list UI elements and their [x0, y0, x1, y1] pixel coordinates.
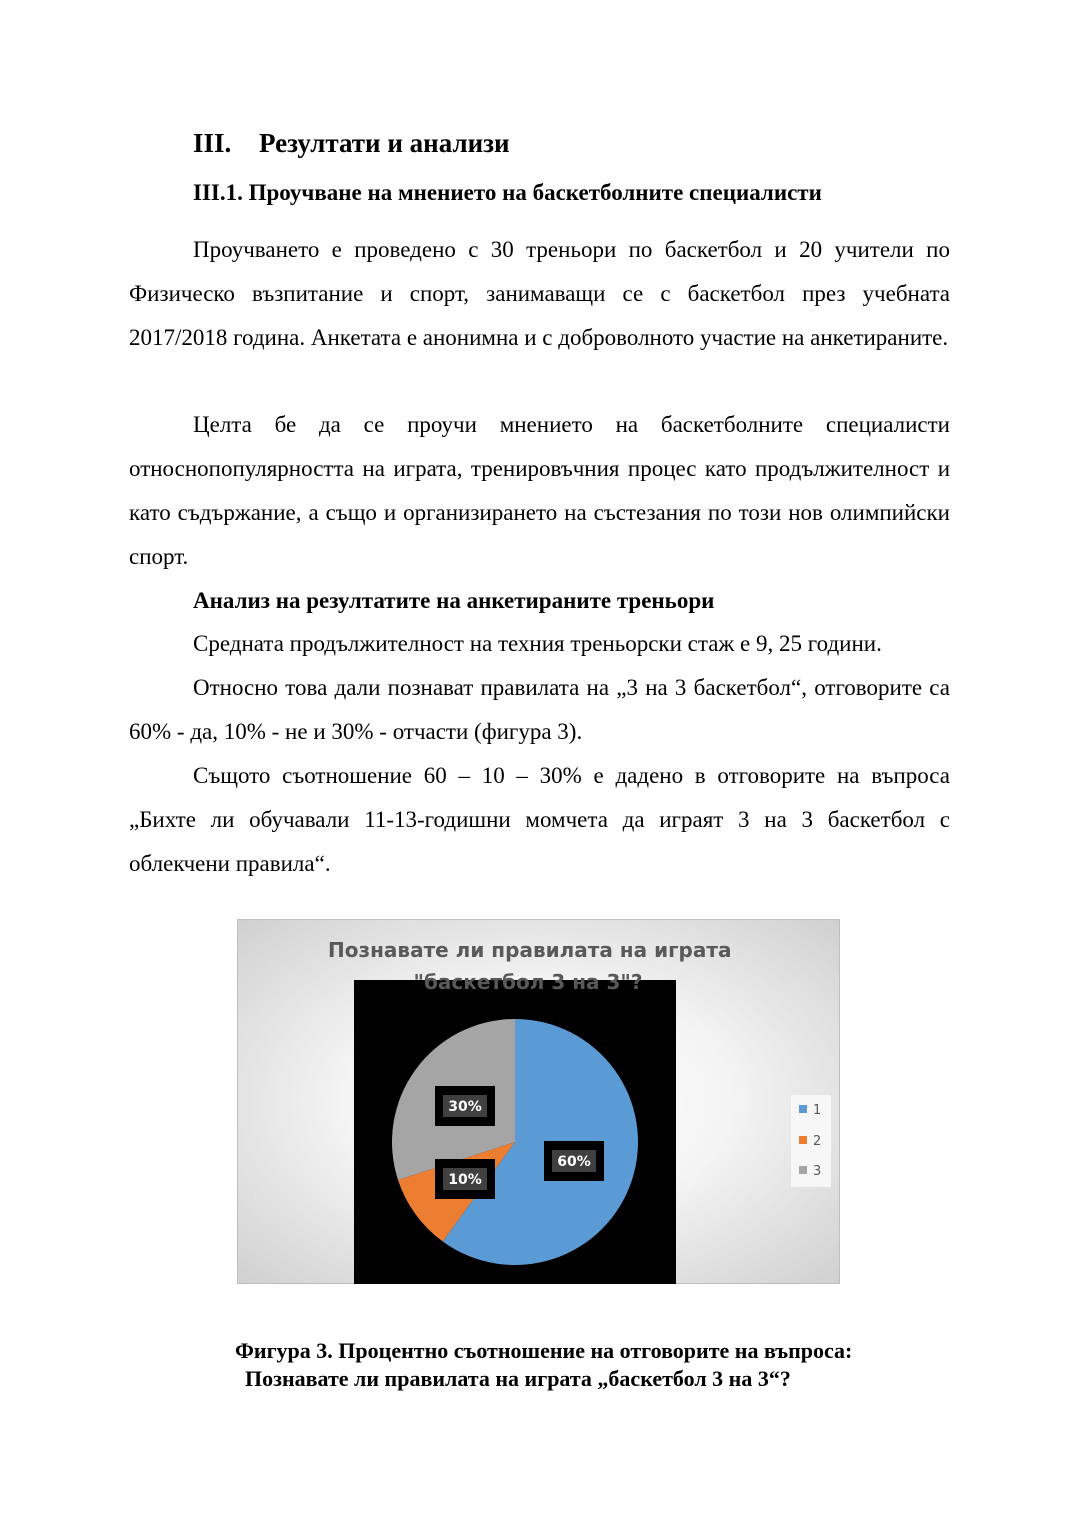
legend-item: [799, 1134, 821, 1149]
legend-swatch: [799, 1105, 807, 1113]
data-label-2: 10%: [448, 1172, 482, 1188]
figure-caption-line1: Фигура 3. Процентно съотношение на отговорите на въпроса:: [235, 1338, 853, 1363]
figure-caption-line2: Познавате ли правилата на играта „баскетбол 3 на 3“?: [245, 1366, 791, 1391]
pie-chart: [237, 919, 840, 1284]
paragraph-experience: Средната продължителност на техния треньорски стаж е 9, 25 години.: [193, 631, 882, 656]
legend-label: 3: [813, 1164, 822, 1179]
chart-title-line1: Познавате ли правилата на играта: [328, 938, 732, 962]
chart-title-line2: "баскетбол 3 на 3"?: [413, 970, 643, 994]
paragraph-rules-knowledge: Относно това дали познават правилата на „3 на 3 баскетбол“, отговорите са 60% - да, 10% - не и 30% - отчасти (фигура 3).: [129, 675, 950, 744]
legend-item: [799, 1164, 821, 1179]
paragraph-study-description: Проучването е проведено с 30 треньори по баскетбол и 20 учители по Физическо възпитание и спорт, занимаващи се с баскетбол през учебната 2017/2018 година. Анкетата е анонимна и с доброволното участие на анкетираните.: [129, 237, 950, 350]
legend-item: [799, 1103, 821, 1118]
paragraph-same-ratio: Същото съотношение 60 – 10 – 30% е дадено в отговорите на въпроса „Бихте ли обучавали 11-13-годишни момчета да играят 3 на 3 баскетбол с облекчени правила“.: [129, 763, 950, 876]
data-label-3: 30%: [448, 1099, 482, 1115]
data-label-1: 60%: [557, 1154, 591, 1170]
section-title: Резултати и анализи: [259, 128, 510, 158]
legend-label: 2: [813, 1134, 822, 1149]
legend-swatch: [799, 1166, 807, 1174]
section-heading: [193, 128, 510, 159]
section-number: III.: [193, 128, 232, 158]
chart-plot-area-corner: [360, 1215, 406, 1277]
paragraph-study-goal: Целта бе да се проучи мнението на баскетболните специалисти относнопопулярността на играта, тренировъчния процес като продължителност и като съдържание, а също и организирането на състезания по този нов олимпийски спорт.: [129, 412, 950, 569]
chart-legend: [791, 1095, 831, 1187]
legend-label: 1: [813, 1103, 822, 1118]
subsection-heading: III.1. Проучване на мнението на баскетболните специалисти: [193, 180, 822, 205]
analysis-heading: Анализ на резултатите на анкетираните треньори: [193, 588, 715, 613]
legend-swatch: [799, 1136, 807, 1144]
